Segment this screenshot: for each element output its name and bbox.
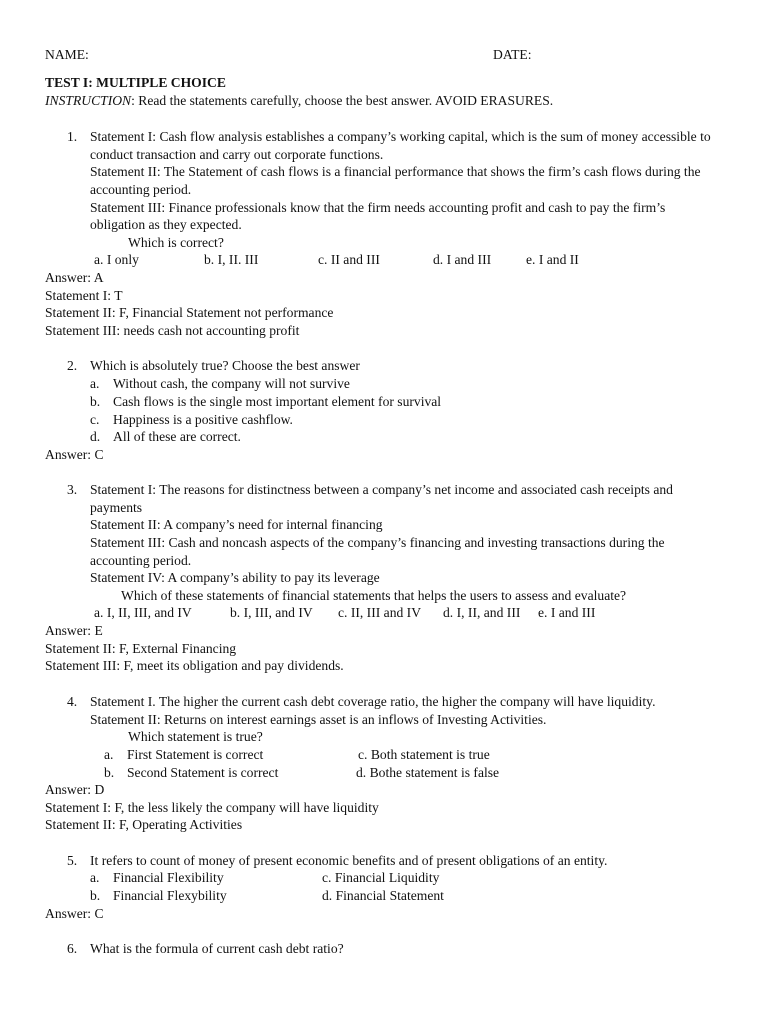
q3-statement-1: Statement I: The reasons for distinctness between a company’s net income and associated cash receipts and [90,482,673,497]
q2-option-a-letter: a. [90,376,100,391]
q3-explanation-2: Statement III: F, meet its obligation and pay dividends. [45,658,344,673]
q1-option-a: a. I only [94,252,139,267]
q1-option-c: c. II and III [318,252,380,267]
q5-option-d: d. Financial Statement [322,888,444,903]
q1-explanation-1: Statement I: T [45,288,123,303]
q3-answer: Answer: E [45,623,103,638]
q5-option-c: c. Financial Liquidity [322,870,440,885]
q4-option-a-letter: a. [104,747,114,762]
q3-statement-1-cont: payments [90,500,143,515]
q3-statement-2: Statement II: A company’s need for internal financing [90,517,383,532]
q1-statement-3: Statement III: Finance professionals know that the firm needs accounting profit and cash to pay the firm’s [90,200,666,215]
q3-number: 3. [67,482,78,497]
q1-explanation-3: Statement III: needs cash not accounting profit [45,323,300,338]
q5-answer: Answer: C [45,906,104,921]
instruction-text: : Read the statements carefully, choose the best answer. AVOID ERASURES. [131,93,554,108]
q3-option-a: a. I, II, III, and IV [94,605,192,620]
q3-statement-4: Statement IV: A company’s ability to pay its leverage [90,570,380,585]
q2-option-c-letter: c. [90,412,100,427]
date-label: DATE: [493,47,532,62]
q1-number: 1. [67,129,78,144]
q4-option-b: Second Statement is correct [127,765,279,780]
q3-option-e: e. I and III [538,605,596,620]
q3-option-b: b. I, III, and IV [230,605,313,620]
q5-text: It refers to count of money of present economic benefits and of present obligations of an entity. [90,853,608,868]
q2-option-a: Without cash, the company will not survive [113,376,350,391]
q5-option-b-letter: b. [90,888,101,903]
q2-text: Which is absolutely true? Choose the best answer [90,358,360,373]
q3-statement-3: Statement III: Cash and noncash aspects of the company’s financing and investing transactions during the [90,535,665,550]
q1-statement-2-cont: accounting period. [90,182,192,197]
q2-option-d-letter: d. [90,429,101,444]
q1-statement-1-cont: conduct transaction and carry out corporate functions. [90,147,384,162]
q4-explanation-2: Statement II: F, Operating Activities [45,817,243,832]
q1-statement-1: Statement I: Cash flow analysis establishes a company’s working capital, which is the sum of money accessible to [90,129,711,144]
q4-option-c: c. Both statement is true [358,747,490,762]
q1-prompt: Which is correct? [128,235,224,250]
q4-number: 4. [67,694,78,709]
q1-option-b: b. I, II. III [204,252,259,267]
q3-statement-3-cont: accounting period. [90,553,192,568]
test-title: TEST I: MULTIPLE CHOICE [45,75,226,90]
q1-option-e: e. I and II [526,252,579,267]
instruction [45,92,553,110]
q5-option-b: Financial Flexybility [113,888,227,903]
q1-statement-3-cont: obligation as they expected. [90,217,242,232]
q2-option-b-letter: b. [90,394,101,409]
q4-option-a: First Statement is correct [127,747,264,762]
q2-option-c: Happiness is a positive cashflow. [113,412,293,427]
q5-option-a: Financial Flexibility [113,870,224,885]
q4-prompt: Which statement is true? [128,729,263,744]
q4-answer: Answer: D [45,782,105,797]
q4-statement-1: Statement I. The higher the current cash debt coverage ratio, the higher the company will have liquidity. [90,694,656,709]
q3-explanation-1: Statement II: F, External Financing [45,641,237,656]
q3-option-d: d. I, II, and III [443,605,521,620]
q1-statement-2: Statement II: The Statement of cash flows is a financial performance that shows the firm’s cash flows during the [90,164,701,179]
q3-option-c: c. II, III and IV [338,605,422,620]
q5-number: 5. [67,853,78,868]
q1-explanation-2: Statement II: F, Financial Statement not performance [45,305,334,320]
instruction-label: INSTRUCTION [45,93,132,108]
name-label: NAME: [45,47,89,62]
q4-statement-2: Statement II: Returns on interest earnings asset is an inflows of Investing Activities. [90,712,547,727]
q4-option-b-letter: b. [104,765,115,780]
q3-prompt: Which of these statements of financial statements that helps the users to assess and evaluate? [121,588,627,603]
q2-option-d: All of these are correct. [113,429,241,444]
q6-text: What is the formula of current cash debt ratio? [90,941,344,956]
q4-explanation-1: Statement I: F, the less likely the company will have liquidity [45,800,379,815]
q5-option-a-letter: a. [90,870,100,885]
q1-answer: Answer: A [45,270,104,285]
q2-option-b: Cash flows is the single most important element for survival [113,394,442,409]
q1-option-d: d. I and III [433,252,492,267]
q4-option-d: d. Bothe statement is false [356,765,500,780]
q2-number: 2. [67,358,78,373]
q6-number: 6. [67,941,78,956]
q2-answer: Answer: C [45,447,104,462]
